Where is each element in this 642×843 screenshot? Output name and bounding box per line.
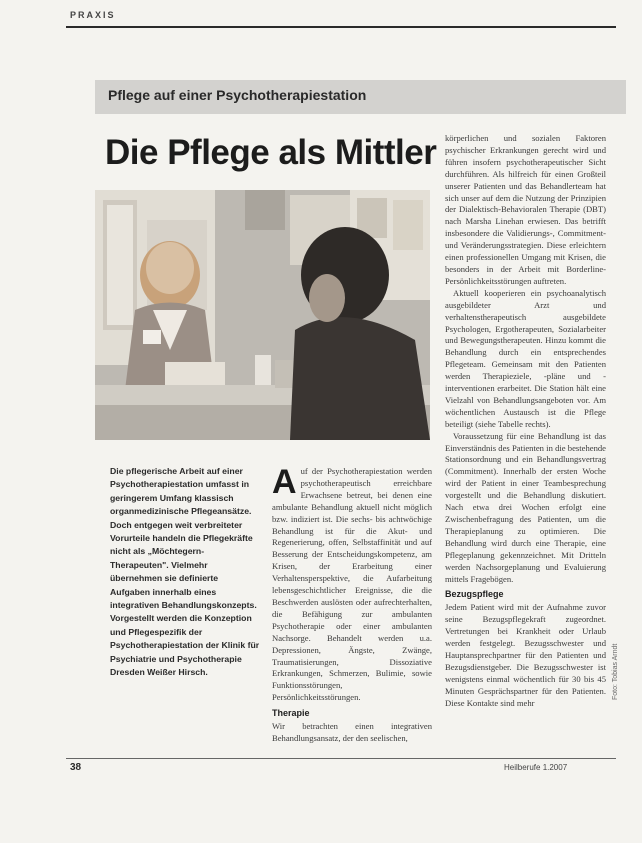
lead-paragraph [272,463,432,704]
subhead-therapie: Therapie [272,708,310,719]
footer-rule [66,758,616,759]
lead-caption: Die pflegerische Arbeit auf einer Psychotherapiestation umfasst in geringerem Umfang klassisch organmedizinische Pflegeansätze. Doch entgegen weit verbreiteter Vorurteile handeln die Pflegekräfte nicht als „Möchtegern-Therapeuten". Vielmehr übernehmen sie definierte Aufgaben innerhalb eines integrativen Behandlungskonzepts. Vorgestellt werden die Konzeption und Pflegespezifik der Psychotherapiestation der Klinik für Psychiatrie und Psychotherapie Dresden Weißer Hirsch. [110,466,260,678]
photo-credit: Foto: Tobias Arndt [612,643,619,700]
subhead-bezugspflege: Bezugspflege [445,589,504,600]
magazine-issue: Heilberufe 1.2007 [504,763,568,772]
right-paragraph-1: körperlichen und sozialen Faktoren psychischer Erkrankungen gerecht wird und führen insofern psychotherapeutischer Sicht durchführen. Als hilfreich für einen Großteil unserer Patienten und das Behandlerteam hat sich unser auf dem die Nutzung der Prinzipien der Dialektisch-Behavioralen Therapie (DBT) nach Marsha Linehan erwiesen. Das betrifft insbesondere die Validierungs-, Commitment- und Veränderungsstrategien. Diese erleichtern einen professionellen Umgang mit Krisen, die besonders in der Arbeit mit Borderline-Persönlichkeitsstörungen auftreten. [445,133,606,286]
therapie-paragraph: Wir betrachten einen integrativen Behandlungsansatz, der den seelischen, [272,721,432,743]
kicker-text: Pflege auf einer Psychotherapiestation [108,87,367,103]
body-column-right [445,133,606,710]
article-title: Die Pflege als Mittler [105,133,437,172]
article-photo [95,190,430,440]
body-column-middle [272,463,432,745]
lead-text: uf der Psychotherapiestation werden psychotherapeutisch erreichbare Erwachsene betreut, bei denen eine ambulante Behandlung aktuell nicht möglich bzw. indiziert ist. Die sechs- bis achtwöchige Behandlung ist für die Akut- und Regenerierung, offen, Selbstaffinität und auf Besserung der Entscheidungskompetenz, am Krisen, der Erarbeitung einer Verhaltensperspektive, die Aufarbeitung lebensgeschichtlicher Ereignisse, die die Beschwerden auslösten oder aufrechterhalten, die Befähigung zur ambulanten Psychotherapie oder einer ambulanten Nachsorge. Behandelt werden u.a. Depressionen, Ängste, Zwänge, Traumatisierungen, Dissoziative Erkrankungen, Schmerzen, Bulimie, sowie Funktionsstörungen, Persönlichkeitsstörungen. [272,466,432,703]
right-paragraph-3: Voraussetzung für eine Behandlung ist das Einverständnis des Patienten in die bestehende Stationsordnung und ein Behandlungsvertrag (Commitment). Innerhalb der ersten Woche wird der Patient in einer Teambesprechung vorgestellt und die Behandlung diskutiert. Nach etwa drei Wochen erfolgt eine Zwischenbefragung des Patienten, um die Therapieplanung zu optimieren. Die Behandlung wird durch eine Therapie, eine Pflegeplanung gekennzeichnet. Mit Dritteln werden Nachsorgeplanung und Evaluierung mittels Fragebögen. [445,430,606,584]
photo-illustration [95,190,430,440]
top-rule [66,26,616,28]
drop-cap: A [272,463,297,501]
page-number: 38 [70,762,82,773]
section-label: PRAXIS [70,10,116,20]
right-paragraph-4: Jedem Patient wird mit der Aufnahme zuvor seine Bezugspflegekraft zugeordnet. Vertretungen bei Krankheit oder Urlaub werden festgelegt. Bezugsschwester und Hauptansprechpartner für den Patienten und Bezugsdienstgeber. Die Bezugsschwester ist wenigstens einmal wöchentlich für 30 bis 45 Minuten Gesprächspartner für den Patienten. Diese Kontakte sind mehr [445,602,606,708]
right-paragraph-2: Aktuell kooperieren ein psychoanalytisch ausgebildeter Arzt und verhaltenstherapeutisch ausgebildete Psychologen, Ergotherapeuten, Sozialarbeiter und Bewegungstherapeuten. Hinzu kommt die Behandlung durch ein entsprechendes Pflegeteam. Gemeinsam mit den Patienten werden Therapieziele, -pläne und -interventionen erarbeitet. Die Station hält eine Vielzahl von Behandlungsangeboten vor. Am wöchentlichen Austausch ist die Pflege beteiligt (siehe Tabelle rechts). [445,287,606,429]
